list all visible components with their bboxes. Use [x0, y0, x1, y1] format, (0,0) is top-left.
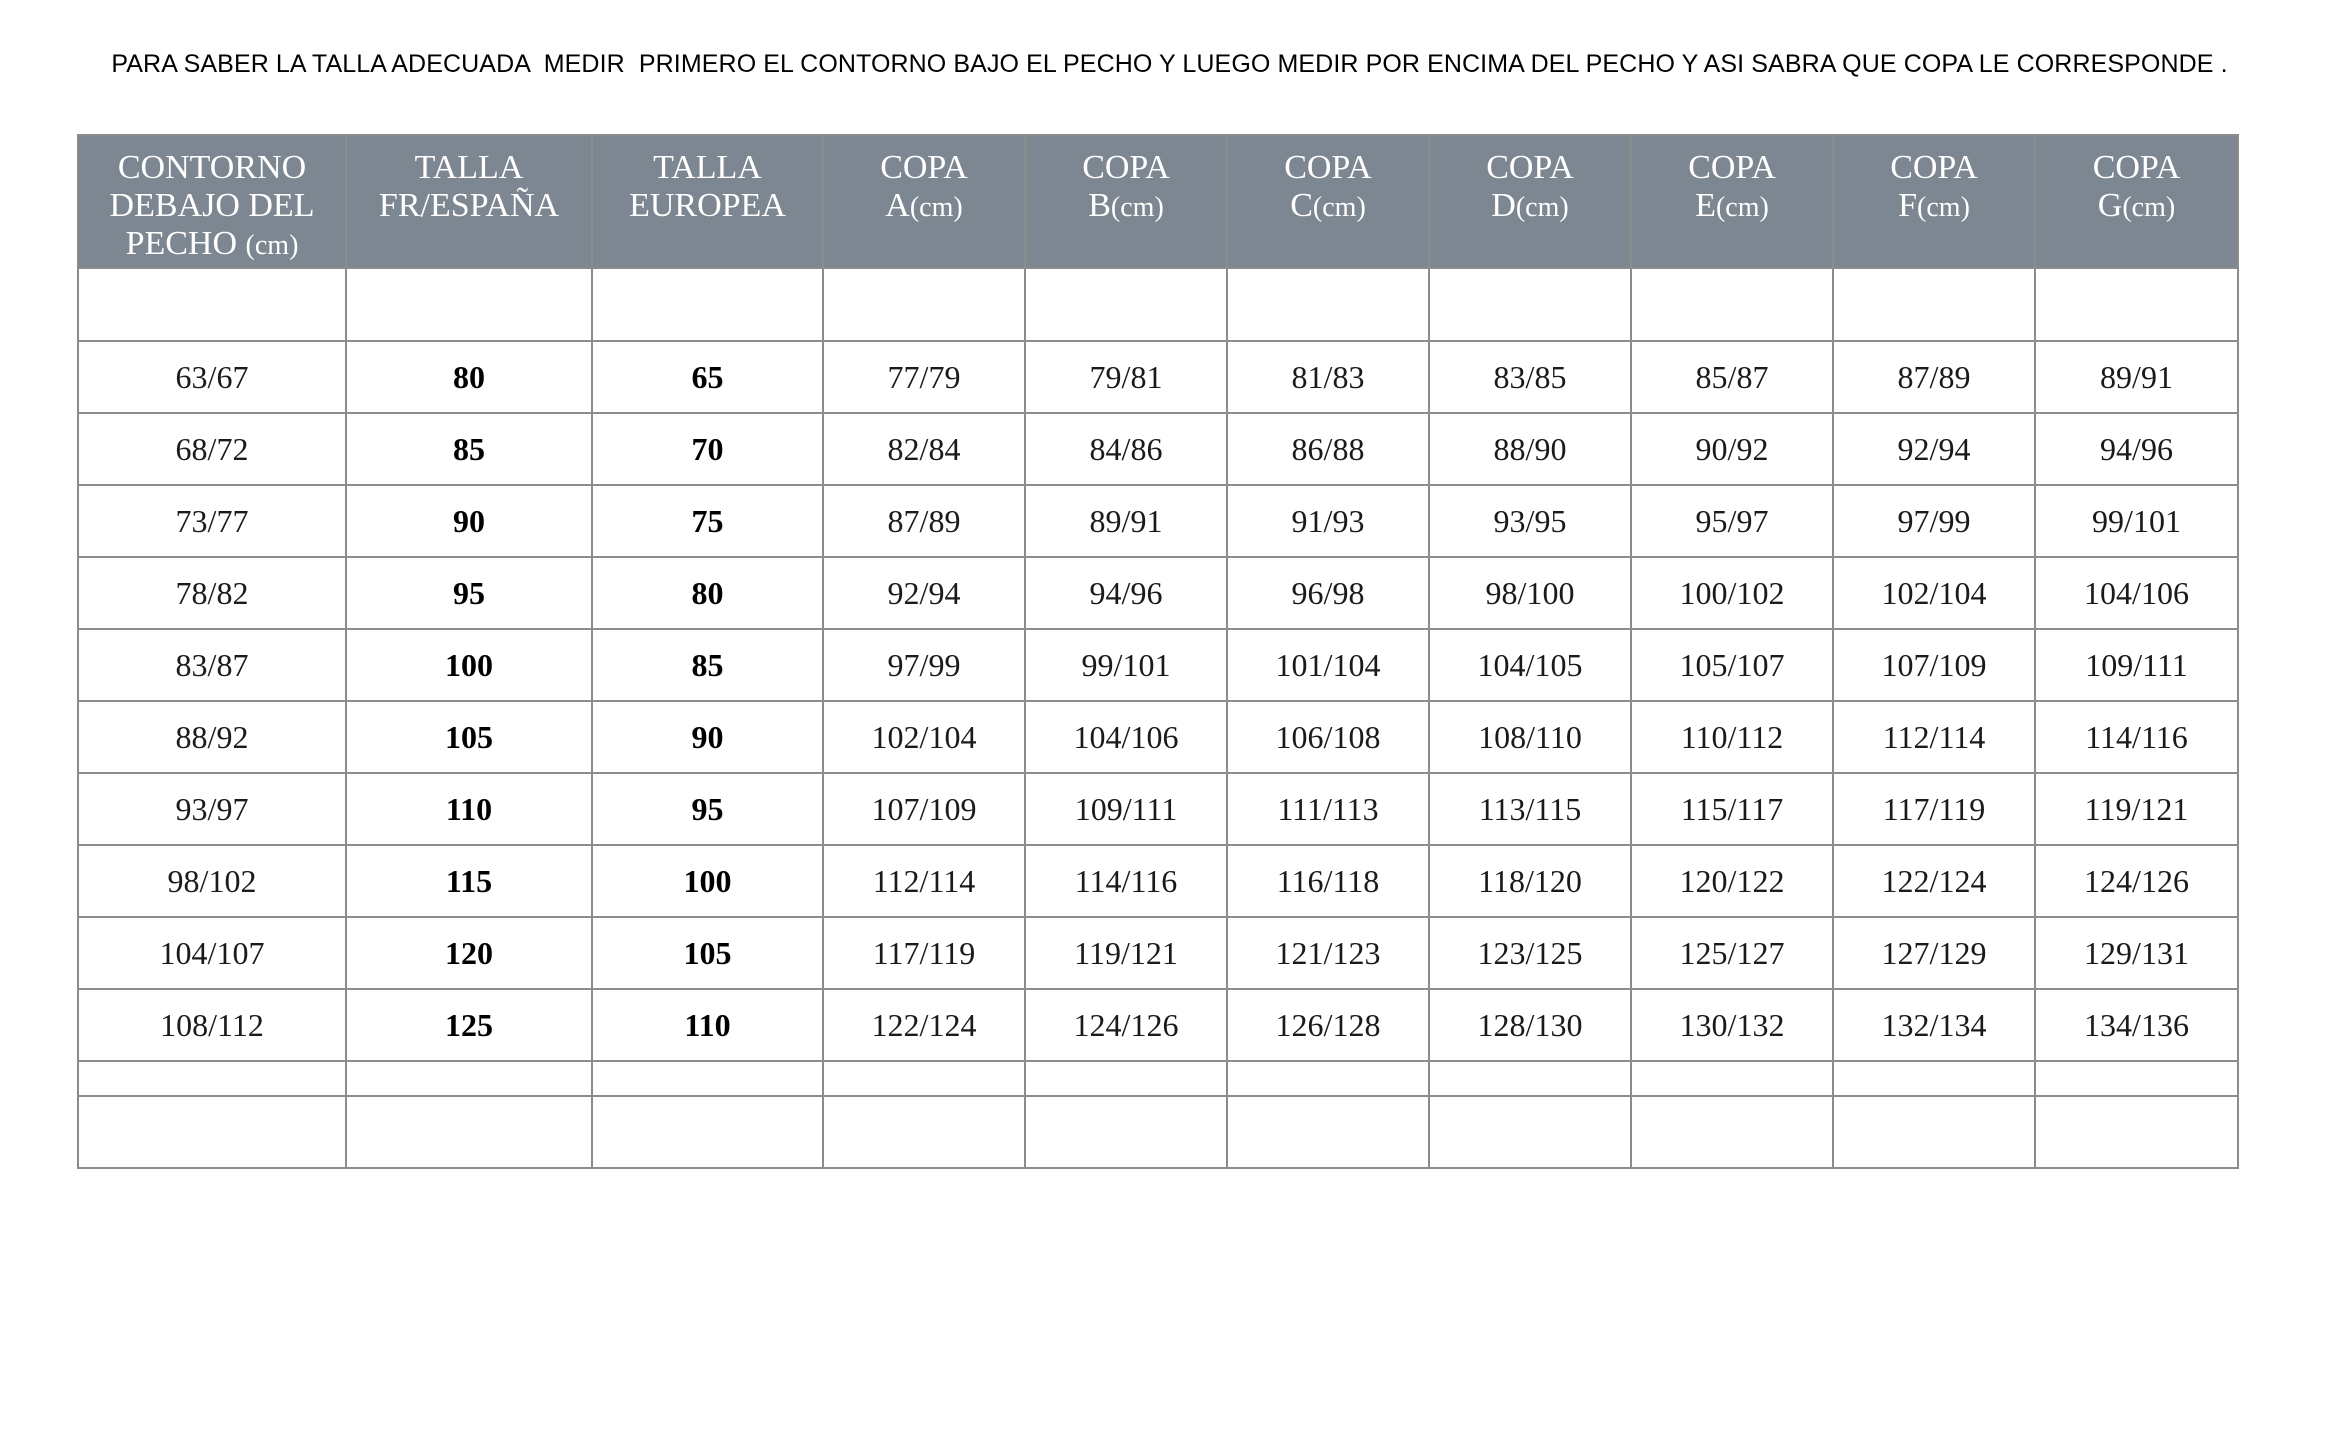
- table-cell: 90: [592, 701, 823, 773]
- table-cell: 81/83: [1227, 341, 1429, 413]
- table-cell: 90: [346, 485, 592, 557]
- header-line: COPA: [1284, 149, 1372, 186]
- table-cell: 83/85: [1429, 341, 1631, 413]
- table-cell: 82/84: [823, 413, 1025, 485]
- table-cell: 101/104: [1227, 629, 1429, 701]
- table-row: [78, 917, 2238, 989]
- header-size-eu: [592, 135, 823, 268]
- header-unit: (cm): [1312, 192, 1366, 223]
- table-row: [78, 989, 2238, 1061]
- empty-cell: [1429, 1061, 1631, 1096]
- empty-cell: [1025, 1096, 1227, 1168]
- table-cell: 130/132: [1631, 989, 1833, 1061]
- empty-cell: [2035, 1061, 2238, 1096]
- table-cell: 73/77: [78, 485, 346, 557]
- table-cell: 112/114: [823, 845, 1025, 917]
- table-cell: 93/95: [1429, 485, 1631, 557]
- header-line: COPA: [1890, 149, 1978, 186]
- table-cell: 128/130: [1429, 989, 1631, 1061]
- header-cup-c: [1227, 135, 1429, 268]
- header-cup-f: [1833, 135, 2035, 268]
- table-cell: 104/106: [1025, 701, 1227, 773]
- empty-cell: [1631, 1061, 1833, 1096]
- table-cell: 129/131: [2035, 917, 2238, 989]
- empty-row: [78, 1096, 2238, 1168]
- table-cell: 86/88: [1227, 413, 1429, 485]
- table-cell: 104/107: [78, 917, 346, 989]
- table-cell: 114/116: [1025, 845, 1227, 917]
- table-cell: 108/110: [1429, 701, 1631, 773]
- table-cell: 125: [346, 989, 592, 1061]
- table-cell: 114/116: [2035, 701, 2238, 773]
- table-cell: 99/101: [2035, 485, 2238, 557]
- header-line: DEBAJO DEL: [109, 187, 315, 224]
- header-line: COPA: [880, 149, 968, 186]
- table-row: [78, 413, 2238, 485]
- table-cell: 83/87: [78, 629, 346, 701]
- table-cell: 70: [592, 413, 823, 485]
- table-cell: 99/101: [1025, 629, 1227, 701]
- header-cup-a: [823, 135, 1025, 268]
- table-cell: 63/67: [78, 341, 346, 413]
- table-cell: 110/112: [1631, 701, 1833, 773]
- table-row: [78, 557, 2238, 629]
- table-row: [78, 701, 2238, 773]
- table-cell: 100/102: [1631, 557, 1833, 629]
- table-cell: 98/100: [1429, 557, 1631, 629]
- table-cell: 95: [346, 557, 592, 629]
- table-cell: 119/121: [2035, 773, 2238, 845]
- empty-cell: [1631, 1096, 1833, 1168]
- table-cell: 80: [346, 341, 592, 413]
- empty-cell: [78, 1096, 346, 1168]
- table-cell: 98/102: [78, 845, 346, 917]
- table-cell: 124/126: [1025, 989, 1227, 1061]
- table-cell: 91/93: [1227, 485, 1429, 557]
- table-cell: 111/113: [1227, 773, 1429, 845]
- empty-cell: [1227, 1096, 1429, 1168]
- table-cell: 110: [592, 989, 823, 1061]
- empty-cell: [823, 1061, 1025, 1096]
- empty-cell: [592, 1096, 823, 1168]
- empty-cell: [1833, 1096, 2035, 1168]
- table-cell: 121/123: [1227, 917, 1429, 989]
- table-cell: 87/89: [1833, 341, 2035, 413]
- table-cell: 89/91: [2035, 341, 2238, 413]
- table-cell: 87/89: [823, 485, 1025, 557]
- table-cell: 89/91: [1025, 485, 1227, 557]
- table-cell: 104/106: [2035, 557, 2238, 629]
- table-cell: 105: [592, 917, 823, 989]
- table-row: [78, 845, 2238, 917]
- header-line: B: [1088, 187, 1111, 224]
- table-row: [78, 341, 2238, 413]
- header-size-fr-es: [346, 135, 592, 268]
- header-line: F: [1898, 187, 1918, 224]
- table-cell: 123/125: [1429, 917, 1631, 989]
- table-cell: 106/108: [1227, 701, 1429, 773]
- table-cell: 88/90: [1429, 413, 1631, 485]
- table-cell: 120/122: [1631, 845, 1833, 917]
- table-cell: 85/87: [1631, 341, 1833, 413]
- table-cell: 85: [346, 413, 592, 485]
- empty-cell: [1429, 1096, 1631, 1168]
- table-cell: 95: [592, 773, 823, 845]
- table-cell: 105: [346, 701, 592, 773]
- table-cell: 97/99: [823, 629, 1025, 701]
- header-line: D: [1491, 187, 1516, 224]
- instruction-text: PARA SABER LA TALLA ADECUADA MEDIR PRIMERO EL CONTORNO BAJO EL PECHO Y LUEGO MEDIR POR ENCIMA DEL PECHO Y ASI SABRA QUE COPA LE CORRESPONDE .: [111, 50, 2228, 78]
- empty-cell: [1227, 1061, 1429, 1096]
- table-cell: 109/111: [2035, 629, 2238, 701]
- empty-cell: [346, 1061, 592, 1096]
- empty-cell: [592, 1061, 823, 1096]
- table-cell: 65: [592, 341, 823, 413]
- empty-cell: [346, 1096, 592, 1168]
- table-cell: 108/112: [78, 989, 346, 1061]
- table-cell: 119/121: [1025, 917, 1227, 989]
- table-cell: 90/92: [1631, 413, 1833, 485]
- table-cell: 95/97: [1631, 485, 1833, 557]
- table-cell: 105/107: [1631, 629, 1833, 701]
- table-cell: 92/94: [823, 557, 1025, 629]
- header-line: TALLA: [414, 149, 524, 186]
- table-cell: 120: [346, 917, 592, 989]
- empty-row: [78, 268, 2238, 341]
- header-line: PECHO: [125, 225, 246, 262]
- table-cell: 100: [346, 629, 592, 701]
- header-line: G: [2097, 187, 2123, 224]
- table-cell: 77/79: [823, 341, 1025, 413]
- table-cell: 88/92: [78, 701, 346, 773]
- header-line: CONTORNO: [117, 149, 307, 186]
- header-line: EUROPEA: [629, 187, 786, 224]
- header-line: E: [1695, 187, 1716, 224]
- table-cell: 68/72: [78, 413, 346, 485]
- table-cell: 85: [592, 629, 823, 701]
- header-line: FR/ESPAÑA: [378, 187, 560, 224]
- table-cell: 109/111: [1025, 773, 1227, 845]
- header-line: COPA: [1082, 149, 1170, 186]
- table-cell: 75: [592, 485, 823, 557]
- table-cell: 94/96: [2035, 413, 2238, 485]
- header-line: COPA: [1688, 149, 1776, 186]
- table-cell: 79/81: [1025, 341, 1227, 413]
- table-cell: 116/118: [1227, 845, 1429, 917]
- header-cup-d: [1429, 135, 1631, 268]
- header-unit: (cm): [1715, 192, 1769, 223]
- table-cell: 107/109: [1833, 629, 2035, 701]
- table-cell: 92/94: [1833, 413, 2035, 485]
- header-line: C: [1290, 187, 1313, 224]
- table-cell: 97/99: [1833, 485, 2035, 557]
- table-cell: 132/134: [1833, 989, 2035, 1061]
- table-cell: 96/98: [1227, 557, 1429, 629]
- header-unit: (cm): [1110, 192, 1164, 223]
- table-cell: 84/86: [1025, 413, 1227, 485]
- header-line: COPA: [1486, 149, 1574, 186]
- header-unit: (cm): [245, 230, 299, 261]
- table-cell: 126/128: [1227, 989, 1429, 1061]
- table-cell: 78/82: [78, 557, 346, 629]
- table-cell: 110: [346, 773, 592, 845]
- table-cell: 94/96: [1025, 557, 1227, 629]
- header-unit: (cm): [1917, 192, 1970, 223]
- header-cup-g: [2035, 135, 2238, 268]
- table-cell: 115: [346, 845, 592, 917]
- table-row: [78, 773, 2238, 845]
- table-cell: 100: [592, 845, 823, 917]
- table-cell: 122/124: [1833, 845, 2035, 917]
- empty-row: [78, 1061, 2238, 1096]
- empty-cell: [1025, 1061, 1227, 1096]
- header-unit: (cm): [2122, 192, 2176, 223]
- table-cell: 107/109: [823, 773, 1025, 845]
- empty-cell: [2035, 1096, 2238, 1168]
- table-cell: 104/105: [1429, 629, 1631, 701]
- header-line: A: [885, 187, 910, 224]
- empty-cell: [823, 1096, 1025, 1168]
- table-cell: 102/104: [1833, 557, 2035, 629]
- header-cup-b: [1025, 135, 1227, 268]
- table-row: [78, 485, 2238, 557]
- empty-cell: [78, 1061, 346, 1096]
- table-cell: 117/119: [823, 917, 1025, 989]
- table-cell: 112/114: [1833, 701, 2035, 773]
- table-cell: 113/115: [1429, 773, 1631, 845]
- empty-cell: [1833, 1061, 2035, 1096]
- table-cell: 115/117: [1631, 773, 1833, 845]
- header-cup-e: [1631, 135, 1833, 268]
- table-cell: 102/104: [823, 701, 1025, 773]
- table-cell: 118/120: [1429, 845, 1631, 917]
- table-cell: 93/97: [78, 773, 346, 845]
- table-cell: 122/124: [823, 989, 1025, 1061]
- header-line: TALLA: [653, 149, 762, 186]
- header-unit: (cm): [1515, 192, 1569, 223]
- header-line: COPA: [2092, 149, 2181, 186]
- table-cell: 134/136: [2035, 989, 2238, 1061]
- header-underbust: [78, 135, 346, 268]
- header-unit: (cm): [909, 192, 963, 223]
- table-cell: 125/127: [1631, 917, 1833, 989]
- size-chart-table: [77, 134, 2239, 1169]
- table-cell: 80: [592, 557, 823, 629]
- table-row: [78, 629, 2238, 701]
- table-cell: 127/129: [1833, 917, 2035, 989]
- table-cell: 124/126: [2035, 845, 2238, 917]
- table-header-row: [78, 135, 2238, 268]
- table-cell: 117/119: [1833, 773, 2035, 845]
